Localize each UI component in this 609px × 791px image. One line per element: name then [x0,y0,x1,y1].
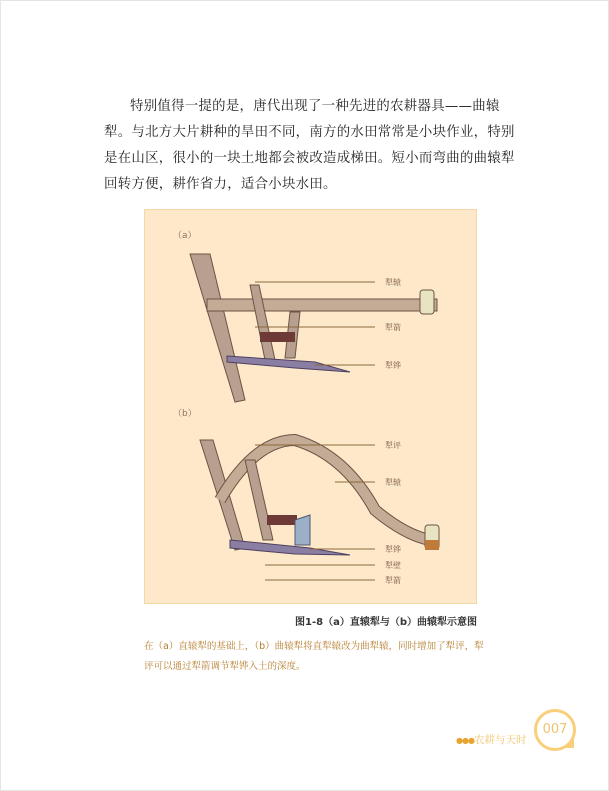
part-label-a-arrow: 犁箭 [385,323,401,332]
running-footer [456,732,526,747]
curved-plow-drawing [200,440,439,580]
part-label-b-board: 犁壁 [385,561,401,570]
part-label-a-share: 犁铧 [385,361,401,370]
part-label-a-beam: 犁辕 [385,278,401,287]
part-label-b-ping: 犁评 [385,441,401,450]
figure-note: 在（a）直辕犁的基础上，（b）曲辕犁将直犁辕改为曲犁辕，同时增加了犁评，犁评可以通过犁箭调节犁铧入土的深度。 [144,641,484,672]
plow-illustration [145,210,478,605]
body-paragraph-text: 特别值得一提的是，唐代出现了一种先进的农耕器具——曲辕犁。与北方大片耕种的旱田不同，南方的水田常常是小块作业，特别是在山区，很小的一块土地都会被改造成梯田。短小而弯曲的曲辕犁回转方便，耕作省力，适合小块水田。 [104,99,515,192]
page-number: 007 [534,709,576,751]
section-title: 农耕与天时 [473,734,527,746]
part-label-b-share: 犁铧 [385,545,401,554]
body-paragraph [104,94,524,198]
plow-figure [144,209,477,604]
figure-caption: 图1-8（a）直辕犁与（b）曲辕犁示意图 [295,617,477,628]
figure-a-label: （a） [173,231,197,241]
part-label-b-arrow: 犁箭 [385,576,401,585]
footer-dots-icon: ●●● [456,736,474,745]
figure-b-label: （b） [173,409,197,419]
part-label-b-beam: 犁辕 [385,478,401,487]
